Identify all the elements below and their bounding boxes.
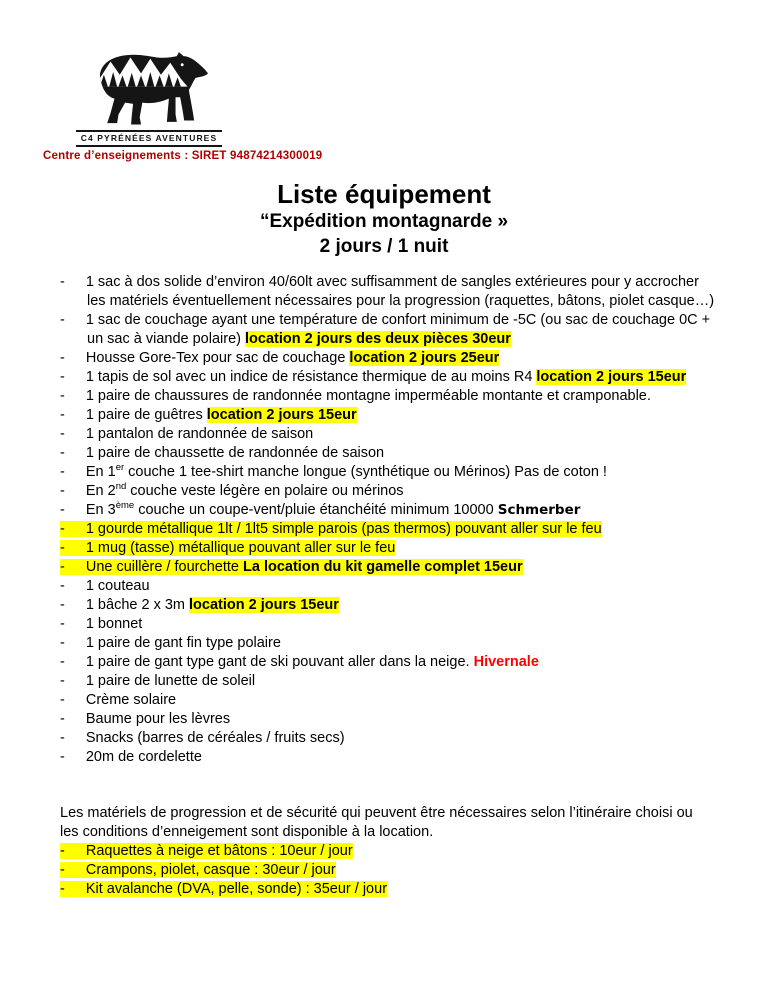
text-segment: 1 paire de guêtres: [85, 407, 207, 423]
list-item: [60, 349, 715, 368]
text-segment: Snacks (barres de céréales / fruits secs): [85, 730, 345, 746]
text-segment: Raquettes à neige et bâtons : 10eur / jour: [85, 843, 353, 859]
text-segment: En 2: [85, 483, 116, 499]
list-item: [60, 880, 715, 899]
bullet-dash: -: [60, 350, 65, 366]
bullet-dash: -: [60, 749, 65, 765]
bullet-dash: -: [60, 445, 65, 461]
rental-info-paragraph: Les matériels de progression et de sécurité qui peuvent être nécessaires selon l’itinéraire choisi ou les conditions d’enneigement sont disponible à la location.: [60, 805, 693, 840]
list-item: [60, 710, 715, 729]
list-item-line: [60, 635, 281, 651]
list-item-line: [60, 654, 539, 670]
siret-line: Centre d’enseignements : SIRET 94874214300019: [43, 150, 323, 162]
text-segment: En 1: [85, 464, 116, 480]
bullet-dash: -: [60, 597, 65, 613]
list-item: [60, 387, 715, 406]
equipment-list: [60, 273, 715, 767]
bullet-dash: -: [60, 730, 65, 746]
text-segment: Hivernale: [473, 654, 539, 670]
bullet-dash: -: [60, 578, 65, 594]
subtitle-duration: 2 jours / 1 nuit: [319, 236, 449, 257]
title-block: [0, 179, 768, 259]
list-item: [60, 368, 715, 387]
list-item-line: [60, 350, 499, 366]
bullet-dash: -: [60, 464, 65, 480]
text-segment: 1 paire de gant type gant de ski pouvant aller dans la neige.: [85, 654, 474, 670]
document-body: [60, 273, 715, 899]
list-item: [60, 861, 715, 880]
bullet-dash: -: [60, 711, 65, 727]
text-segment: couche un coupe-vent/pluie étanchéité minimum 10000: [134, 502, 498, 518]
list-item-line: [60, 426, 313, 442]
list-item-line: [60, 843, 353, 859]
company-logo: [76, 40, 222, 147]
text-segment: couche 1 tee-shirt manche longue (synthétique ou Mérinos) Pas de coton !: [124, 464, 607, 480]
text-segment: 1 paire de lunette de soleil: [85, 673, 256, 689]
list-item-line: [60, 711, 230, 727]
bullet-dash: -: [60, 540, 65, 556]
list-item: [60, 501, 715, 520]
list-item: [60, 539, 715, 558]
text-segment: La location du kit gamelle complet 15eur: [243, 559, 523, 575]
rental-price-list: [60, 842, 715, 899]
bullet-dash: -: [60, 312, 65, 328]
list-item-line: [60, 862, 336, 878]
list-item-line: [60, 388, 651, 404]
text-segment: 1 pantalon de randonnée de saison: [85, 426, 314, 442]
text-segment: 1 couteau: [85, 578, 150, 594]
list-item-line: [60, 274, 714, 309]
bullet-dash: -: [60, 616, 65, 632]
bullet-dash: -: [60, 426, 65, 442]
text-segment: 1 bâche 2 x 3m: [85, 597, 190, 613]
list-item: [60, 577, 715, 596]
text-segment: 1 bonnet: [85, 616, 143, 632]
list-item: [60, 748, 715, 767]
list-item: [60, 273, 715, 311]
list-item-line: [60, 616, 142, 632]
list-item-line: [60, 730, 345, 746]
list-item-line: [60, 369, 686, 385]
text-segment: location 2 jours 25eur: [349, 350, 500, 366]
bullet-dash: -: [60, 673, 65, 689]
text-segment: 1 mug (tasse) métallique pouvant aller sur le feu: [85, 540, 396, 556]
list-item: [60, 482, 715, 501]
bullet-dash: -: [60, 407, 65, 423]
list-item-line: [60, 881, 387, 897]
list-item-line: [60, 597, 339, 613]
text-segment: nd: [115, 481, 127, 493]
text-segment: 1 paire de chaussette de randonnée de saison: [85, 445, 385, 461]
bullet-dash: -: [60, 635, 65, 651]
bullet-dash: -: [60, 692, 65, 708]
text-segment: Une cuillère / fourchette: [85, 559, 244, 575]
list-item: [60, 691, 715, 710]
list-item-line: [60, 445, 384, 461]
bullet-dash: -: [60, 521, 65, 537]
text-segment: Schmerber: [497, 502, 581, 518]
text-segment: Baume pour les lèvres: [85, 711, 231, 727]
list-item: [60, 425, 715, 444]
list-item-line: [60, 673, 255, 689]
document-title: Liste équipement: [277, 179, 491, 209]
bullet-dash: -: [60, 502, 65, 518]
text-segment: ème: [115, 500, 135, 512]
text-segment: Crème solaire: [85, 692, 177, 708]
list-item: [60, 444, 715, 463]
text-segment: 1 sac de couchage ayant une température de confort minimum de -5C (ou sac de couchage 0C + un sac à viande polaire): [85, 312, 711, 347]
list-item: [60, 463, 715, 482]
list-item: [60, 672, 715, 691]
list-item-line: [60, 407, 357, 423]
list-item-line: [60, 559, 523, 575]
text-segment: 1 tapis de sol avec un indice de résistance thermique de au moins R4: [85, 369, 537, 385]
text-segment: er: [115, 462, 125, 474]
list-item: [60, 842, 715, 861]
list-item-line: [60, 502, 580, 518]
list-item-line: [60, 749, 202, 765]
list-item: [60, 634, 715, 653]
text-segment: 1 paire de chaussures de randonnée montagne imperméable montante et cramponable.: [85, 388, 651, 404]
list-item: [60, 653, 715, 672]
list-item-line: [60, 464, 607, 480]
list-item-line: [60, 540, 395, 556]
text-segment: location 2 jours 15eur: [206, 407, 357, 423]
bullet-dash: -: [60, 881, 65, 897]
bullet-dash: -: [60, 483, 65, 499]
bullet-dash: -: [60, 369, 65, 385]
subtitle-expedition: “Expédition montagnarde »: [259, 211, 509, 232]
list-item: [60, 311, 715, 349]
list-item-line: [60, 578, 150, 594]
bullet-dash: -: [60, 843, 65, 859]
list-item-line: [60, 483, 404, 499]
bullet-dash: -: [60, 274, 65, 290]
list-item-line: [60, 312, 710, 347]
list-item: [60, 520, 715, 539]
list-item: [60, 558, 715, 577]
text-segment: location 2 jours 15eur: [189, 597, 339, 613]
bear-mountains-logo-icon: [76, 40, 222, 130]
bullet-dash: -: [60, 559, 65, 575]
text-segment: location 2 jours 15eur: [536, 369, 687, 385]
text-segment: location 2 jours des deux pièces 30eur: [245, 331, 511, 347]
list-item: [60, 596, 715, 615]
text-segment: Crampons, piolet, casque : 30eur / jour: [85, 862, 336, 878]
list-item-line: [60, 692, 176, 708]
list-item: [60, 406, 715, 425]
text-segment: Housse Gore-Tex pour sac de couchage: [85, 350, 350, 366]
text-segment: Kit avalanche (DVA, pelle, sonde) : 35eur / jour: [85, 881, 388, 897]
brand-name: C4 PYRÉNÉES AVENTURES: [76, 130, 222, 147]
text-segment: En 3: [85, 502, 116, 518]
bullet-dash: -: [60, 388, 65, 404]
text-segment: 1 gourde métallique 1lt / 1lt5 simple parois (pas thermos) pouvant aller sur le feu: [85, 521, 602, 537]
list-item: [60, 729, 715, 748]
text-segment: 1 paire de gant fin type polaire: [85, 635, 281, 651]
bullet-dash: -: [60, 654, 65, 670]
text-segment: couche veste légère en polaire ou mérinos: [126, 483, 404, 499]
text-segment: 20m de cordelette: [85, 749, 202, 765]
bullet-dash: -: [60, 862, 65, 878]
list-item: [60, 615, 715, 634]
text-segment: 1 sac à dos solide d’environ 40/60lt avec suffisamment de sangles extérieures pour y accrocher les matériels éventuellement nécessaires pour la progression (raquettes, bâtons, piolet casque…): [85, 274, 715, 309]
list-item-line: [60, 521, 602, 537]
